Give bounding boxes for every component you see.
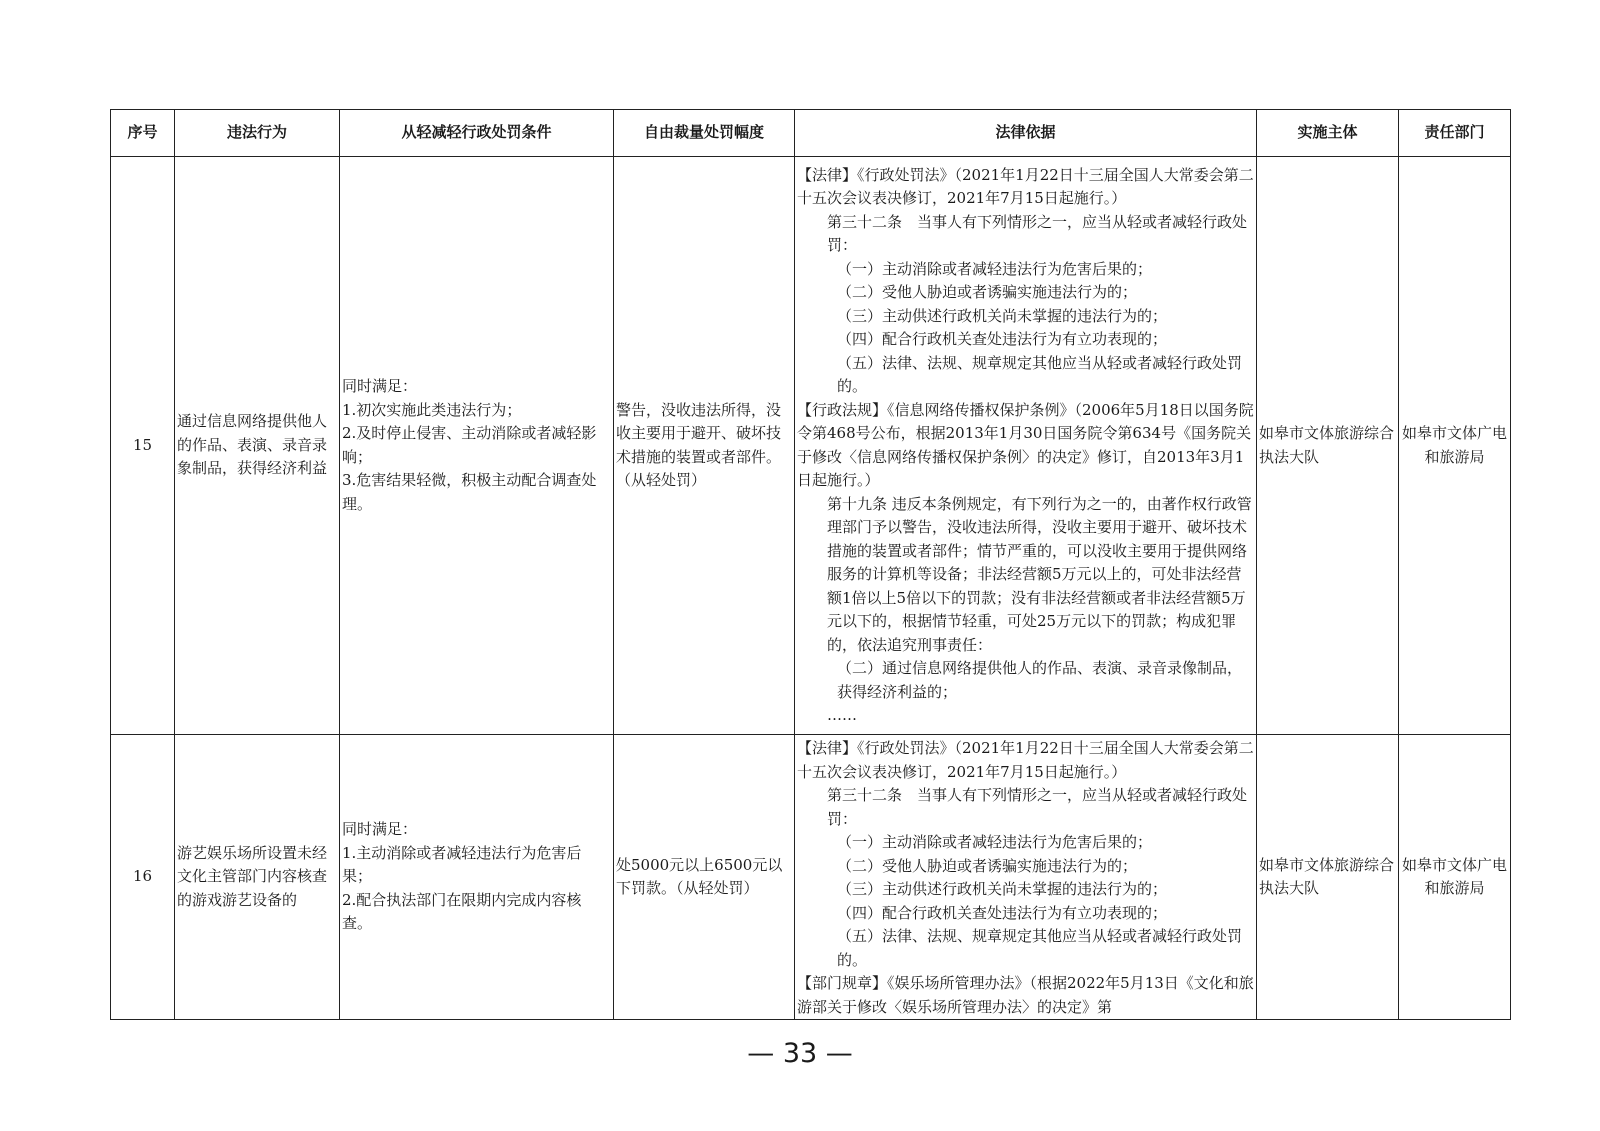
header-no: 序号 [111,110,175,157]
header-penalty: 自由裁量处罚幅度 [614,110,795,157]
header-agency: 实施主体 [1257,110,1399,157]
header-violation: 违法行为 [175,110,340,157]
basis-article: 第十九条 违反本条例规定，有下列行为之一的，由著作权行政管理部门予以警告，没收违法所得，没收主要用于避开、破坏技术措施的装置或者部件；情节严重的，可以没收主要用于提供网络服务的计算机等设备；非法经营额5万元以上的，可处非法经营额1倍以上5倍以下的罚款；没有非法经营额或者非法经营额5万元以下的，根据情节轻重，可处25万元以下的罚款；构成犯罪的，依法追究刑事责任： [827,494,1252,654]
basis-item: （五）法律、法规、规章规定其他应当从轻或者减轻行政处罚的。 [837,353,1243,395]
header-row [111,110,1511,157]
row-no: 16 [111,735,175,1020]
basis-item: （一）主动消除或者减轻违法行为危害后果的； [837,259,1153,278]
enforcement-table [110,109,1511,1020]
basis-article: 第三十二条 当事人有下列情形之一，应当从轻或者减轻行政处罚： [827,786,1248,828]
conditions-cell [340,735,614,1020]
basis-item: （三）主动供述行政机关尚未掌握的违法行为的； [837,880,1168,898]
agency-cell: 如皋市文体旅游综合执法大队 [1257,157,1399,735]
basis-item: （四）配合行政机关查处违法行为有立功表现的； [837,903,1168,922]
basis-law-title: 【法律】《行政处罚法》（2021年1月22日十三届全国人大常委会第二十五次会议表决修订，2021年7月15日起施行。） [797,165,1254,207]
condition-line: 同时满足： [342,377,418,395]
basis-rule-title: 【部门规章】《娱乐场所管理办法》（根据2022年5月13日《文化和旅游部关于修改〈娱乐场所管理办法〉的决定》第 [797,974,1254,1016]
basis-item: （二）受他人胁迫或者诱骗实施违法行为的； [837,283,1138,301]
dept-cell: 如皋市文体广电和旅游局 [1399,735,1511,1020]
agency-cell: 如皋市文体旅游综合执法大队 [1257,735,1399,1020]
condition-line: 2.及时停止侵害、主动消除或者减轻影响； [342,424,597,466]
basis-item: （五）法律、法规、规章规定其他应当从轻或者减轻行政处罚的。 [837,927,1243,969]
penalty-cell: 处5000元以上6500元以下罚款。（从轻处罚） [614,735,795,1020]
violation-cell: 游艺娱乐场所设置未经文化主管部门内容核查的游戏游艺设备的 [175,735,340,1020]
basis-regulation-title: 【行政法规】《信息网络传播权保护条例》（2006年5月18日以国务院令第468号公布，根据2013年1月30日国务院令第634号《国务院关于修改〈信息网络传播权保护条例〉的决定》修订，自2013年3月1日起施行。） [797,400,1254,489]
basis-item: （一）主动消除或者减轻违法行为危害后果的； [837,833,1153,851]
condition-line: 3.危害结果轻微，积极主动配合调查处理。 [342,471,597,513]
violation-cell: 通过信息网络提供他人的作品、表演、录音录象制品，获得经济利益 [175,157,340,735]
header-conditions: 从轻减轻行政处罚条件 [340,110,614,157]
penalty-cell: 警告，没收违法所得，没收主要用于避开、破坏技术措施的装置或者部件。（从轻处罚） [614,157,795,735]
page-number: — 33 — [747,1038,853,1069]
condition-line: 同时满足： [342,820,418,839]
table-row [111,157,1511,735]
header-basis: 法律依据 [795,110,1257,157]
condition-line: 1.初次实施此类违法行为； [342,400,522,419]
table-row [111,735,1511,1020]
basis-item: （二）通过信息网络提供他人的作品、表演、录音录像制品，获得经济利益的； [837,659,1243,701]
basis-article: 第三十二条 当事人有下列情形之一，应当从轻或者减轻行政处罚： [827,212,1248,254]
conditions-cell [340,157,614,735]
row-no: 15 [111,157,175,735]
basis-law-title: 【法律】《行政处罚法》（2021年1月22日十三届全国人大常委会第二十五次会议表决修订，2021年7月15日起施行。） [797,739,1254,781]
dept-cell: 如皋市文体广电和旅游局 [1399,157,1511,735]
basis-item: （三）主动供述行政机关尚未掌握的违法行为的； [837,306,1168,325]
basis-item: （四）配合行政机关查处违法行为有立功表现的； [837,330,1168,348]
legal-basis-cell [795,735,1257,1020]
basis-item: （二）受他人胁迫或者诱骗实施违法行为的； [837,856,1138,875]
basis-ellipsis: …… [827,706,857,724]
header-dept: 责任部门 [1399,110,1511,157]
legal-basis-cell [795,157,1257,735]
condition-line: 1.主动消除或者减轻违法行为危害后果； [342,843,582,886]
condition-line: 2.配合执法部门在限期内完成内容核查。 [342,890,582,933]
